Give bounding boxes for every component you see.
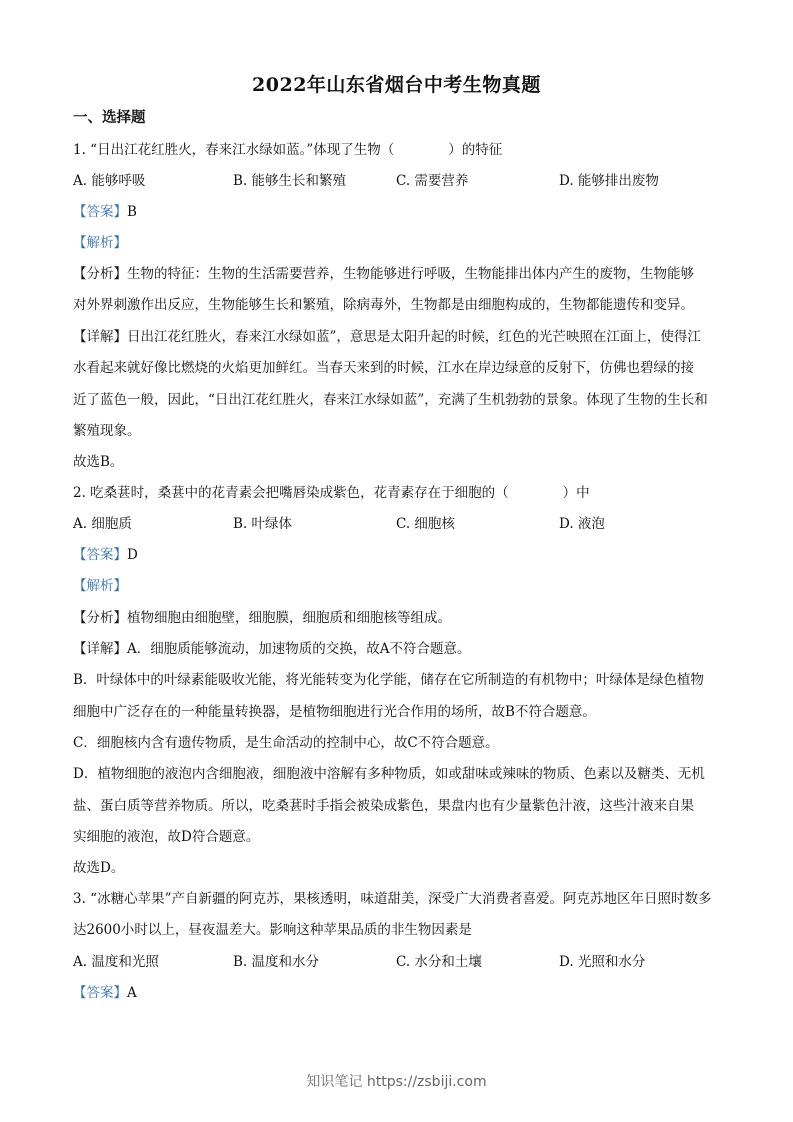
q2-fenxi-text: 植物细胞由细胞壁，细胞膜，细胞质和细胞核等组成。: [127, 610, 451, 626]
answer-label: 【答案】: [73, 985, 127, 1001]
q1-detail-line-1: [73, 328, 723, 346]
q2-fenxi-line: [73, 609, 723, 627]
q2-detail-a-text: A．细胞质能够流动，加速物质的交换，故A不符合题意。: [127, 641, 471, 657]
section-heading: 一、选择题: [73, 109, 146, 126]
q2-detail-b-line-1: B．叶绿体中的叶绿素能吸收光能，将光能转变为化学能，储存在它所制造的有机物中；叶绿体是绿色植物: [73, 672, 704, 688]
q1-fenxi-line-2: 对外界刺激作出反应，生物能够生长和繁殖，除病毒外，生物都是由细胞构成的，生物都能遗传和变异。: [73, 297, 694, 313]
q2-detail-a: [73, 640, 723, 658]
xiangjie-label: 【详解】: [73, 329, 127, 345]
q3-option-d: D. 光照和水分: [559, 954, 646, 970]
q1-option-a: A. 能够呼吸: [73, 173, 146, 189]
q2-detail-d-line-3: 实细胞的液泡，故D符合题意。: [73, 829, 260, 845]
q2-option-d: D. 液泡: [559, 516, 605, 532]
q1-option-c: C. 需要营养: [396, 173, 469, 189]
fenxi-label: 【分析】: [73, 266, 127, 282]
q3-stem-line-2: 达2600小时以上，昼夜温差大。影响这种苹果品质的非生物因素是: [73, 922, 472, 938]
q1-option-b: B. 能够生长和繁殖: [233, 173, 347, 189]
q1-detail-line-2: 水看起来就好像比燃烧的火焰更加鲜红。当春天来到的时候，江水在岸边绿意的反射下，仿佛也碧绿的接: [73, 360, 694, 376]
footer-watermark: 知识笔记 https://zsbiji.com: [306, 1074, 487, 1090]
q1-detail-text-1: 日出江花红胜火，春来江水绿如蓝”，意思是太阳升起的时候，红色的光芒映照在江面上，使得江: [127, 329, 701, 345]
q2-conclusion: 故选D。: [73, 860, 125, 876]
xiangjie-label: 【详解】: [73, 641, 127, 657]
q1-option-d: D. 能够排出废物: [559, 173, 659, 189]
q2-option-b: B. 叶绿体: [233, 516, 293, 532]
q1-detail-line-3: 近了蓝色一般，因此，“日出江花红胜火，春来江水绿如蓝”，充满了生机勃勃的景象。体现了生物的生长和: [73, 392, 708, 408]
q2-option-a: A. 细胞质: [73, 516, 132, 532]
q2-detail-c: C．细胞核内含有遗传物质，是生命活动的控制中心，故C不符合题意。: [73, 735, 499, 751]
q2-detail-d-line-2: 盐、蛋白质等营养物质。所以，吃桑葚时手指会被染成紫色，果盘内也有少量紫色汁液，这些汁液来自果: [73, 798, 694, 814]
q1-detail-line-4: 繁殖现象。: [73, 423, 141, 439]
q3-option-b: B. 温度和水分: [233, 954, 320, 970]
q3-answer-value: A: [127, 985, 137, 1001]
jiexi-label: 【解析】: [73, 578, 127, 594]
q1-fenxi-text-1: 生物的特征：生物的生活需要营养，生物能够进行呼吸，生物能排出体内产生的废物，生物能够: [127, 266, 694, 282]
answer-label: 【答案】: [73, 547, 127, 563]
q2-jiexi: [73, 577, 723, 595]
q1-conclusion: 故选B。: [73, 454, 124, 470]
q1-answer: [73, 203, 723, 221]
q2-detail-b-line-2: 细胞中广泛存在的一种能量转换器，是植物细胞进行光合作用的场所，故B不符合题意。: [73, 704, 596, 720]
answer-label: 【答案】: [73, 204, 127, 220]
q2-stem: 2. 吃桑葚时，桑葚中的花青素会把嘴唇染成紫色，花青素存在于细胞的（ ）中: [73, 485, 590, 501]
q1-fenxi-line-1: [73, 265, 723, 283]
page-title: 2022年山东省烟台中考生物真题: [252, 74, 541, 96]
q3-option-a: A. 温度和光照: [73, 954, 159, 970]
q1-jiexi: [73, 234, 723, 252]
q1-stem: 1. “日出江花红胜火，春来江水绿如蓝。”体现了生物（ ）的特征: [73, 142, 503, 158]
q1-answer-value: B: [127, 204, 137, 220]
q3-stem-line-1: 3. “冰糖心苹果”产自新疆的阿克苏，果核透明，味道甜美，深受广大消费者喜爱。阿克苏地区年日照时数多: [73, 891, 712, 907]
jiexi-label: 【解析】: [73, 235, 127, 251]
q3-option-c: C. 水分和土壤: [396, 954, 482, 970]
q2-detail-d-line-1: D．植物细胞的液泡内含细胞液，细胞液中溶解有多种物质，如或甜味或辣味的物质、色素以及糖类、无机: [73, 766, 705, 782]
q3-answer: [73, 984, 723, 1002]
q2-answer-value: D: [127, 547, 138, 563]
q2-answer: [73, 546, 723, 564]
fenxi-label: 【分析】: [73, 610, 127, 626]
q2-option-c: C. 细胞核: [396, 516, 455, 532]
